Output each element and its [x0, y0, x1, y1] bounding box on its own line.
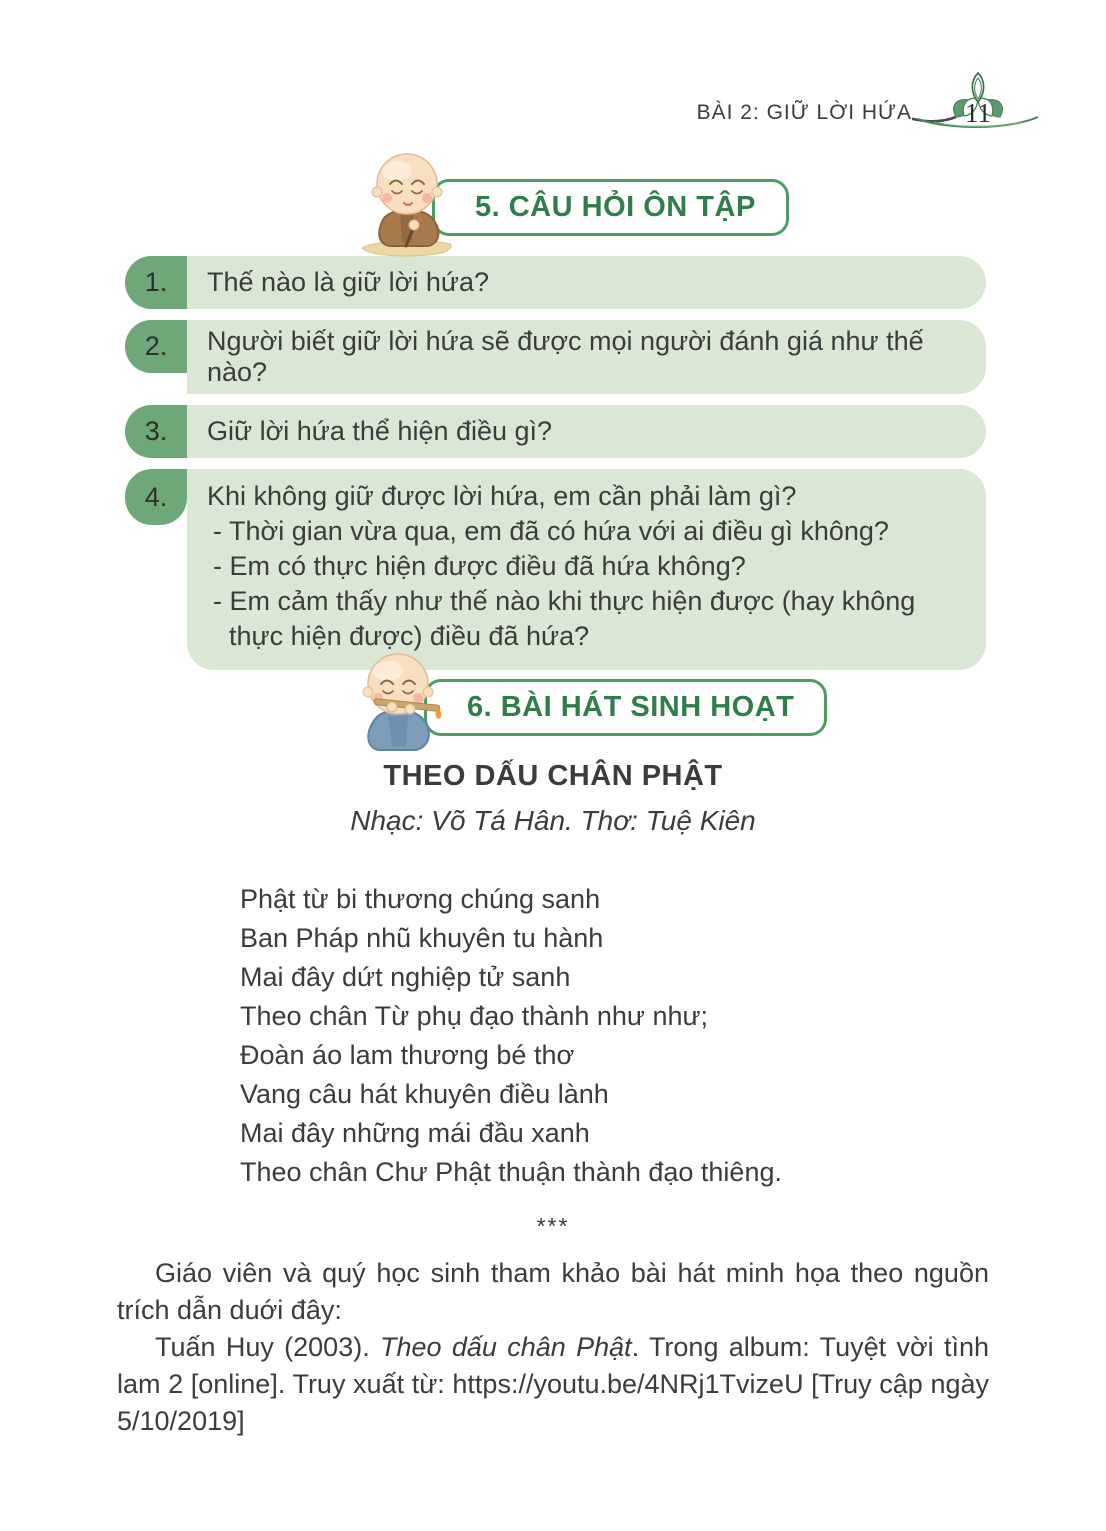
asterisk-separator: *** [536, 1213, 570, 1239]
lyric-line: Mai đây những mái đầu xanh [240, 1118, 590, 1148]
section-6-heading-label: 6. BÀI HÁT SINH HOẠT [467, 691, 795, 723]
question-number: 2. [125, 320, 187, 373]
section-5-heading [356, 150, 789, 265]
lyric-line: Đoàn áo lam thương bé thơ [240, 1040, 575, 1070]
song-lyrics [240, 880, 782, 1192]
question-row-1 [125, 256, 986, 309]
song-credit: Nhạc: Võ Tá Hân. Thơ: Tuệ Kiên [350, 805, 756, 836]
question-main: Khi không giữ được lời hứa, em cần phải làm gì? [207, 481, 797, 511]
question-row-3 [125, 405, 986, 458]
question-sub: - Em cảm thấy như thế nào khi thực hiện được (hay không thực hiện được) điều đã hứa? [213, 586, 916, 651]
monk-writing-icon [356, 150, 458, 265]
page-header [697, 72, 1044, 139]
section-5-heading-label: 5. CÂU HỎI ÔN TẬP [475, 191, 756, 223]
question-number: 4. [125, 469, 187, 525]
question-text [187, 469, 986, 670]
question-list [125, 256, 986, 670]
lotus-page-badge [912, 72, 1044, 139]
section-6-heading-box [424, 679, 827, 736]
reference-title: Theo dấu chân Phật [380, 1332, 632, 1362]
lyric-line: Ban Pháp nhũ khuyên tu hành [240, 923, 604, 953]
reference-details: . Trong album: Tuyệt vời tình lam 2 [online]. Truy xuất từ: https://youtu.be/4NRj1TvizeU [Truy cập ngày 5/10/2019] [117, 1332, 989, 1436]
question-text: Giữ lời hứa thể hiện điều gì? [187, 405, 986, 458]
question-row-4 [125, 469, 986, 670]
lyric-line: Mai đây dứt nghiệp tử sanh [240, 962, 571, 992]
question-number: 3. [125, 405, 187, 458]
reference-paragraph [117, 1329, 989, 1440]
question-sub: - Em có thực hiện được điều đã hứa không? [213, 551, 746, 581]
lyric-line: Theo chân Từ phụ đạo thành như như; [240, 1001, 709, 1031]
song-title: THEO DẤU CHÂN PHẬT [383, 760, 723, 792]
question-row-2 [125, 320, 986, 394]
question-sub: - Thời gian vừa qua, em đã có hứa với ai điều gì không? [213, 516, 889, 546]
monk-flute-icon [348, 650, 450, 765]
lotus-icon [912, 72, 1044, 134]
page-number: 11 [965, 98, 991, 128]
section-5-heading-box [432, 179, 789, 236]
reference-author: Tuấn Huy (2003). [155, 1332, 381, 1362]
chapter-title: BÀI 2: GIỮ LỜI HỨA [696, 101, 912, 124]
question-number: 1. [125, 256, 187, 309]
question-text: Người biết giữ lời hứa sẽ được mọi người đánh giá như thế nào? [187, 320, 986, 394]
question-text: Thế nào là giữ lời hứa? [187, 256, 986, 309]
note-paragraph: Giáo viên và quý học sinh tham khảo bài hát minh họa theo nguồn trích dẫn duới đây: [117, 1258, 989, 1325]
lyric-line: Phật từ bi thương chúng sanh [240, 884, 601, 914]
section-6-heading [348, 650, 827, 765]
lyric-line: Theo chân Chư Phật thuận thành đạo thiêng. [240, 1157, 782, 1187]
lyric-line: Vang câu hát khuyên điều lành [240, 1079, 609, 1109]
